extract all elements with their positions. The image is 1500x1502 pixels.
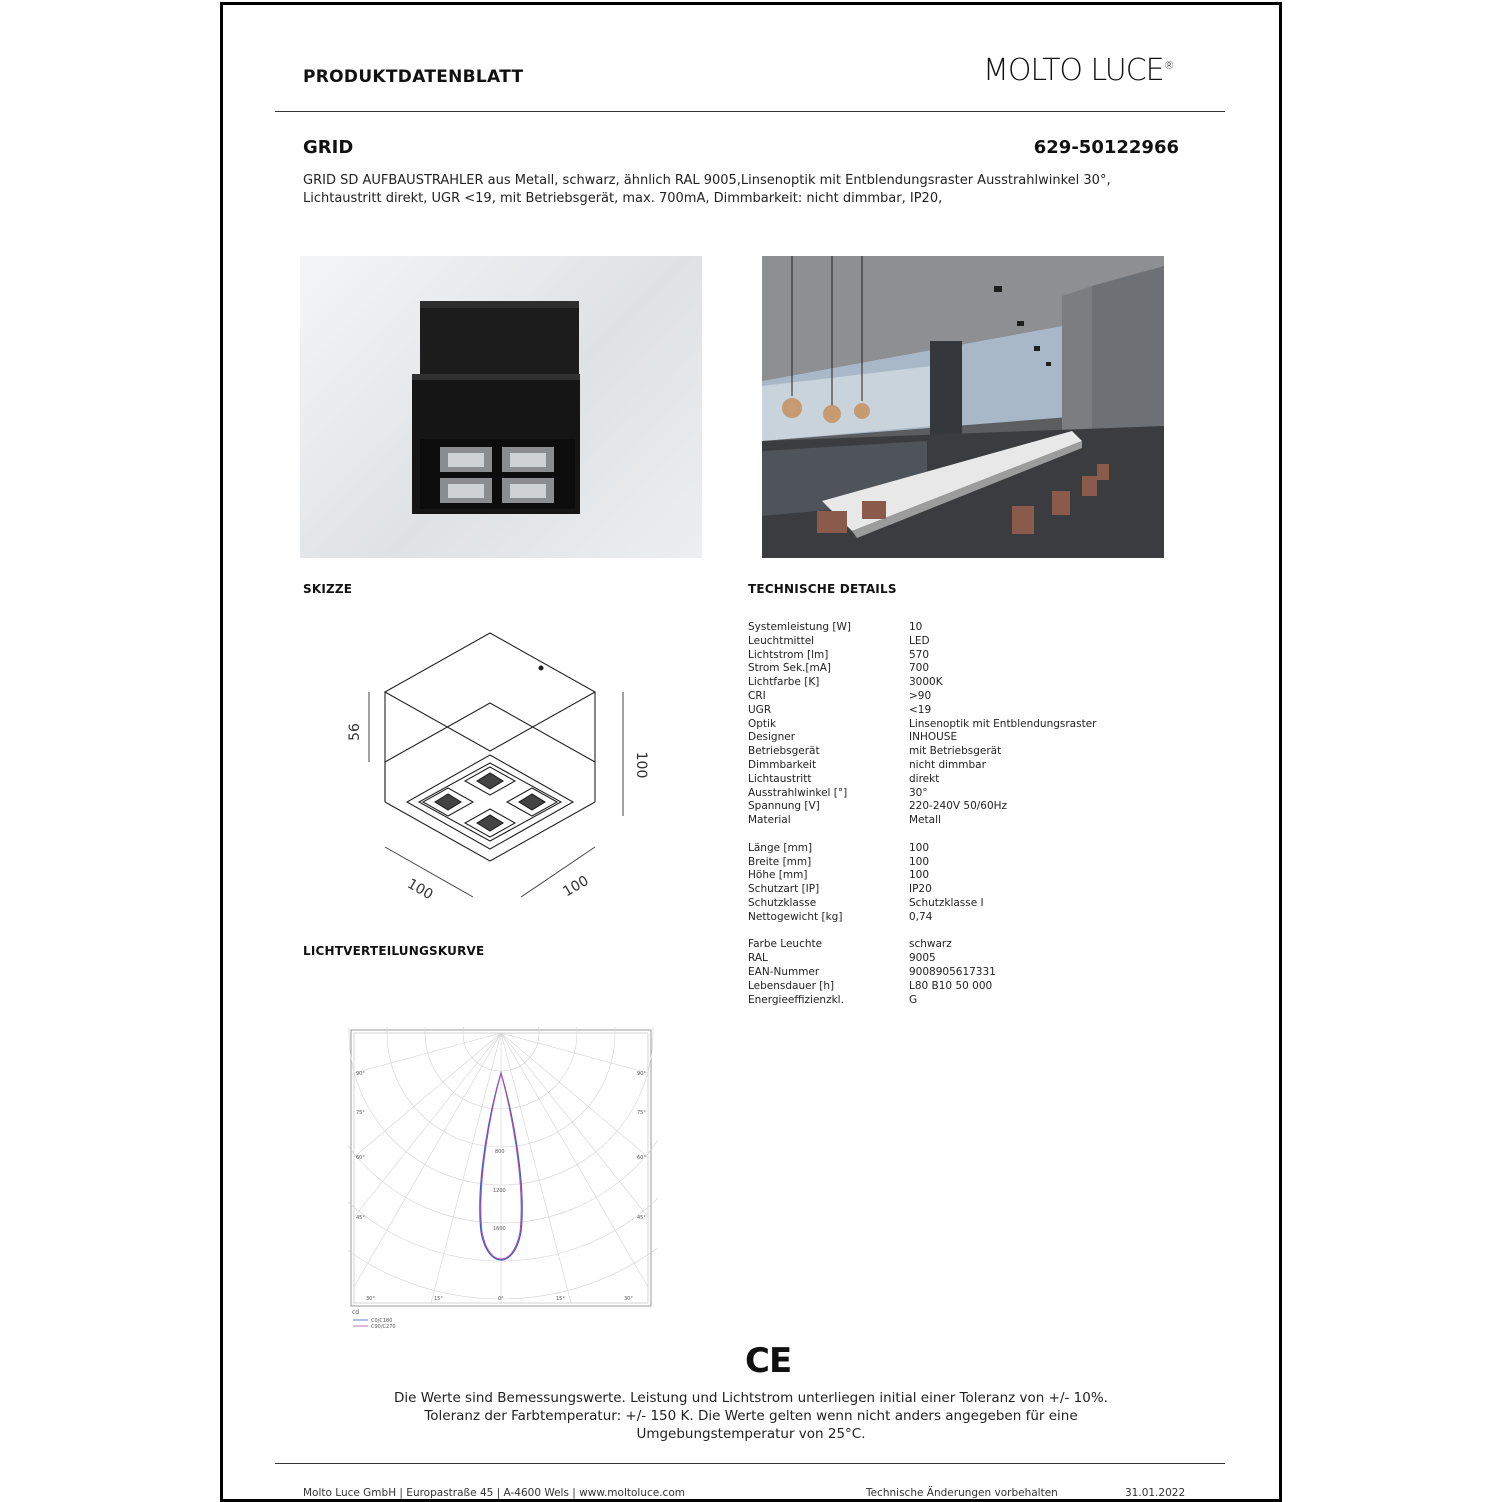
sketch-dim-height: 100 bbox=[633, 751, 649, 779]
ring-800: 800 bbox=[495, 1149, 505, 1155]
spec-row bbox=[748, 911, 1096, 925]
angle-right-60: 60° bbox=[637, 1155, 646, 1161]
product-sketch bbox=[323, 615, 663, 915]
spec-value: >90 bbox=[909, 689, 932, 702]
footer-date: 31.01.2022 bbox=[1125, 1487, 1186, 1499]
angle-left-60: 60° bbox=[356, 1155, 365, 1161]
spec-label: Farbe Leuchte bbox=[748, 938, 823, 951]
sketch-dim-56: 56 bbox=[347, 723, 363, 741]
spec-value: G bbox=[909, 993, 918, 1006]
spec-row bbox=[748, 662, 1096, 676]
spec-label: UGR bbox=[748, 703, 772, 716]
angle-bottom-0: 0° bbox=[498, 1296, 504, 1302]
spec-row bbox=[748, 856, 1096, 870]
page-title: PRODUKTDATENBLATT bbox=[303, 67, 524, 87]
spec-value: 570 bbox=[909, 648, 930, 661]
spec-label: Strom Sek.[mA] bbox=[748, 662, 832, 675]
spec-label: Schutzart [IP] bbox=[748, 883, 820, 896]
spec-label: Lebensdauer [h] bbox=[748, 979, 835, 992]
spec-row bbox=[748, 731, 1096, 745]
product-description: GRID SD AUFBAUSTRAHLER aus Metall, schwarz, ähnlich RAL 9005,Linsenoptik mit Entblendungsraster Ausstrahlwinkel 30°, Lichtaustritt direkt, UGR <19, mit Betriebsgerät, max. 700mA, Dimmbarkeit: nicht dimmbar, IP20, bbox=[303, 173, 1111, 206]
spec-label: Energieeffizienzkl. bbox=[748, 993, 844, 1006]
spec-value: 100 bbox=[909, 855, 930, 868]
ldc-heading: LICHTVERTEILUNGSKURVE bbox=[303, 944, 485, 958]
spec-label: RAL bbox=[748, 952, 768, 965]
angle-bottom-30-right: 30° bbox=[624, 1296, 633, 1302]
spec-value: Metall bbox=[909, 814, 941, 827]
spec-row bbox=[748, 883, 1096, 897]
footnote-line-3: Umgebungstemperatur von 25°C. bbox=[636, 1426, 866, 1442]
legend-c0: C0/C180 bbox=[371, 1318, 393, 1324]
spec-row bbox=[748, 621, 1096, 635]
spec-value: 30° bbox=[909, 786, 928, 799]
angle-right-45: 45° bbox=[637, 1215, 646, 1221]
spec-label: Schutzklasse bbox=[748, 896, 817, 909]
spec-label: Nettogewicht [kg] bbox=[748, 910, 843, 923]
brand-logo bbox=[983, 53, 1174, 88]
spec-row bbox=[748, 745, 1096, 759]
spec-value: mit Betriebsgerät bbox=[909, 745, 1002, 758]
spec-label: Material bbox=[748, 814, 791, 827]
spec-value: 10 bbox=[909, 621, 923, 633]
spec-value: 9005 bbox=[909, 952, 936, 965]
spec-value: 0,74 bbox=[909, 910, 933, 923]
spec-row bbox=[748, 980, 1096, 994]
spec-label: Höhe [mm] bbox=[748, 869, 808, 882]
spec-label: Länge [mm] bbox=[748, 841, 813, 854]
spec-label: Lichtstrom [lm] bbox=[748, 648, 829, 661]
spec-value: 220-240V 50/60Hz bbox=[909, 800, 1008, 813]
brand-name: MOLTO LUCE bbox=[983, 53, 1164, 88]
spec-label: Spannung [V] bbox=[748, 800, 820, 813]
spec-row bbox=[748, 842, 1096, 856]
spec-value: 9008905617331 bbox=[909, 965, 996, 978]
datasheet-page bbox=[220, 2, 1282, 1502]
sketch-heading: SKIZZE bbox=[303, 582, 353, 596]
spec-row bbox=[748, 704, 1096, 718]
spec-row bbox=[748, 759, 1096, 773]
spec-label: Breite [mm] bbox=[748, 855, 812, 868]
spec-row bbox=[748, 952, 1096, 966]
spec-value: <19 bbox=[909, 703, 932, 716]
spec-label: Lichtaustritt bbox=[748, 772, 812, 785]
spec-row bbox=[748, 690, 1096, 704]
sketch-dim-length: 100 bbox=[404, 875, 436, 904]
spec-label: Systemleistung [W] bbox=[748, 621, 851, 633]
angle-bottom-30-left: 30° bbox=[366, 1296, 375, 1302]
spec-value: INHOUSE bbox=[909, 731, 958, 744]
angle-left-90: 90° bbox=[356, 1071, 365, 1077]
spec-value: LED bbox=[909, 634, 930, 647]
spec-row bbox=[748, 718, 1096, 732]
spec-row bbox=[748, 869, 1096, 883]
spec-label: Dimmbarkeit bbox=[748, 758, 817, 771]
product-code: 629-50122966 bbox=[1033, 137, 1179, 158]
spec-value: IP20 bbox=[909, 883, 932, 896]
product-name: GRID bbox=[303, 137, 354, 158]
spec-value: Schutzklasse I bbox=[909, 896, 984, 909]
spec-row bbox=[748, 800, 1096, 814]
ring-1600: 1600 bbox=[493, 1226, 506, 1232]
legend-c90: C90/C270 bbox=[371, 1324, 396, 1330]
angle-bottom-15-left: 15° bbox=[434, 1296, 443, 1302]
spec-value: 100 bbox=[909, 841, 930, 854]
specs-group-electrical bbox=[748, 621, 1096, 828]
spec-row bbox=[748, 773, 1096, 787]
angle-left-75: 75° bbox=[356, 1110, 365, 1116]
spec-value: 3000K bbox=[909, 676, 943, 689]
unit-label: cd bbox=[352, 1309, 360, 1316]
ring-1200: 1200 bbox=[493, 1188, 506, 1194]
spec-row bbox=[748, 649, 1096, 663]
spec-label: CRI bbox=[748, 689, 766, 702]
specs-group-dimensions bbox=[748, 842, 1096, 925]
technical-details-table bbox=[748, 621, 1096, 1007]
product-photo bbox=[300, 256, 702, 558]
spec-value: 700 bbox=[909, 662, 930, 675]
spec-row bbox=[748, 938, 1096, 952]
angle-left-45: 45° bbox=[356, 1215, 365, 1221]
interior-photo-illustration bbox=[762, 256, 1164, 558]
footnote-line-2: Toleranz der Farbtemperatur: +/- 150 K. Die Werte gelten wenn nicht anders angegeben für eine bbox=[424, 1408, 1078, 1424]
spec-row bbox=[748, 966, 1096, 980]
ce-mark: CE bbox=[745, 1341, 792, 1381]
spec-label: Lichtfarbe [K] bbox=[748, 676, 820, 689]
specs-group-misc bbox=[748, 938, 1096, 1007]
spec-row bbox=[748, 787, 1096, 801]
interior-photo bbox=[762, 256, 1164, 558]
spec-value: 100 bbox=[909, 869, 930, 882]
spec-row bbox=[748, 897, 1096, 911]
footer-note: Technische Änderungen vorbehalten bbox=[866, 1487, 1058, 1499]
spec-row bbox=[748, 676, 1096, 690]
technical-details-heading: TECHNISCHE DETAILS bbox=[748, 582, 897, 596]
spec-row bbox=[748, 994, 1096, 1008]
spec-row bbox=[748, 814, 1096, 828]
footer-divider bbox=[275, 1463, 1225, 1464]
spec-value: L80 B10 50 000 bbox=[909, 979, 993, 992]
angle-right-75: 75° bbox=[637, 1110, 646, 1116]
spec-value: Linsenoptik mit Entblendungsraster bbox=[909, 717, 1097, 730]
spec-value: nicht dimmbar bbox=[909, 758, 986, 771]
tolerance-footnote bbox=[223, 1389, 1279, 1443]
spec-value: direkt bbox=[909, 772, 940, 785]
angle-bottom-15-right: 15° bbox=[556, 1296, 565, 1302]
spec-label: Leuchtmittel bbox=[748, 634, 815, 647]
light-distribution-curve bbox=[348, 1027, 658, 1337]
spec-label: Betriebsgerät bbox=[748, 745, 820, 758]
spec-label: Ausstrahlwinkel [°] bbox=[748, 786, 848, 799]
spec-label: EAN-Nummer bbox=[748, 965, 820, 978]
footer-company: Molto Luce GmbH | Europastraße 45 | A-4600 Wels | www.moltoluce.com bbox=[303, 1487, 685, 1499]
footnote-line-1: Die Werte sind Bemessungswerte. Leistung und Lichtstrom unterliegen initial einer Toleranz von +/- 10%. bbox=[394, 1390, 1108, 1406]
product-photo-illustration bbox=[300, 256, 702, 558]
angle-right-90: 90° bbox=[637, 1071, 646, 1077]
spec-row bbox=[748, 635, 1096, 649]
spec-value: schwarz bbox=[909, 938, 952, 951]
sketch-dim-width: 100 bbox=[560, 872, 592, 901]
spec-label: Optik bbox=[748, 717, 777, 730]
header-divider bbox=[275, 111, 1225, 112]
brand-registered-mark: ® bbox=[1163, 59, 1174, 72]
spec-label: Designer bbox=[748, 731, 796, 744]
